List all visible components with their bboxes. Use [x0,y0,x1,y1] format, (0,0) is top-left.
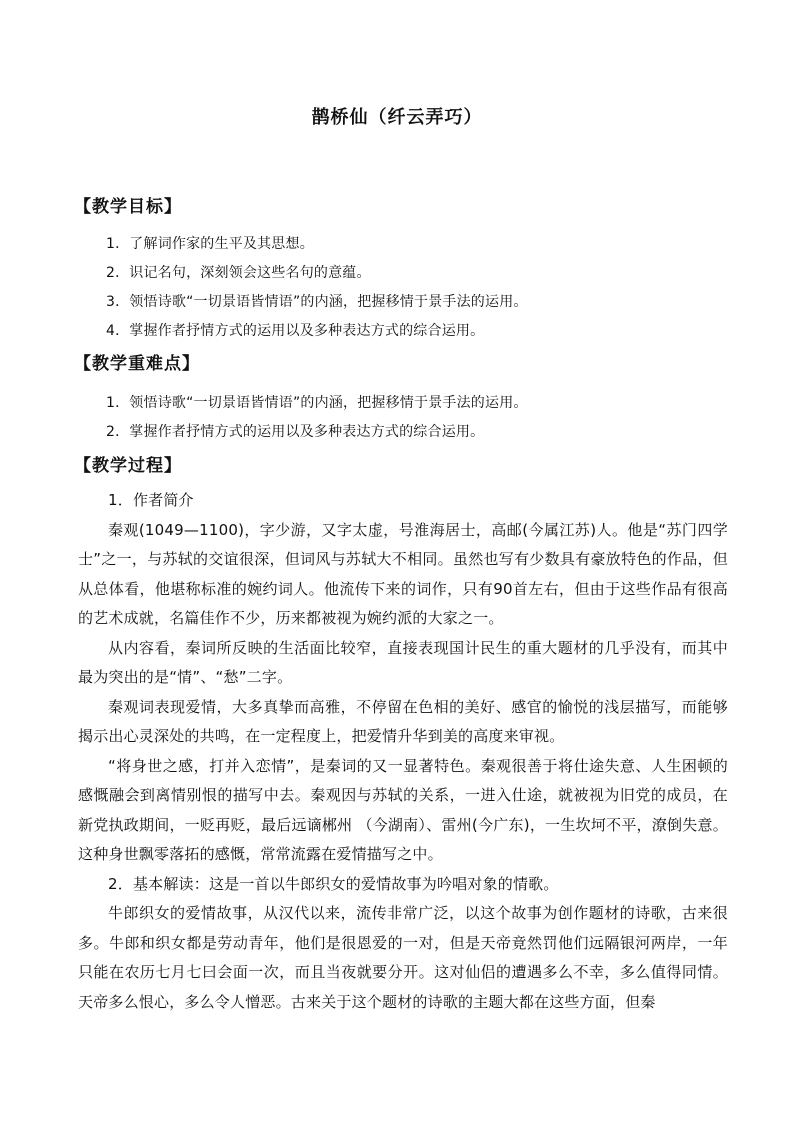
process-body [78,486,728,1017]
process-paragraph: 秦观词表现爱情，大多真挚而高雅，不停留在色相的美好、感官的愉悦的浅层描写，而能够揭示出心灵深处的共鸣，在一定程度上，把爱情升华到美的高度来审视。 [78,697,728,745]
process-paragraph: 从内容看，秦词所反映的生活面比较窄，直接表现国计民生的重大题材的几乎没有，而其中最为突出的是“情”、“愁”二字。 [78,638,728,686]
goal-item-2: 2．识记名句，深刻领会这些名句的意蕴。 [106,265,371,281]
process-paragraph: 秦观(1049—1100)，字少游，又字太虚，号淮海居士，高邮(今属江苏)人。他是“苏门四学士”之一，与苏轼的交谊很深，但词风与苏轼大不相同。虽然也写有少数具有豪放特色的作品，但从总体看，他堪称标准的婉约词人。他流传下来的词作，只有90首左右，但由于这些作品有很高的艺术成就，名篇佳作不少，历来都被视为婉约派的大家之一。 [78,520,728,627]
page-title: 鹊桥仙（纤云弄巧） [311,107,483,128]
process-paragraph: 牛郎织女的爱情故事，从汉代以来，流传非常广泛，以这个故事为创作题材的诗歌，古来很多。牛郎和织女都是劳动青年，他们是很恩爱的一对，但是天帝竟然罚他们远隔银河两岸，一年只能在农历七月七曰会面一次，而且当夜就要分开。这对仙侣的遭遇多么不幸，多么值得同情。天帝多么恨心，多么令人憎恶。古来关于这个题材的诗歌的主题大都在这些方面，但秦 [78,904,728,1011]
process-subheading-reading: 2．基本解读：这是一首以牛郎织女的爱情故事为吟唱对象的情歌。 [108,874,559,893]
section-heading-goals: 【教学目标】 [74,197,182,217]
section-heading-process: 【教学过程】 [74,456,182,476]
section-heading-key-points: 【教学重难点】 [74,354,200,374]
goal-item-4: 4．掌握作者抒情方式的运用以及多种表达方式的综合运用。 [106,323,485,339]
key-point-item-2: 2．掌握作者抒情方式的运用以及多种表达方式的综合运用。 [106,424,485,440]
process-subheading-author: 1．作者简介 [108,491,194,509]
goal-item-3: 3．领悟诗歌“一切景语皆情语”的内涵，把握移情于景手法的运用。 [106,294,528,310]
goal-item-1: 1．了解词作家的生平及其思想。 [106,236,314,252]
key-point-item-1: 1．领悟诗歌“一切景语皆情语”的内涵，把握移情于景手法的运用。 [106,395,528,411]
process-paragraph: “将身世之感，打并入恋情”，是秦词的又一显著特色。秦观很善于将仕途失意、人生困顿的感慨融会到离情别恨的描写中去。秦观因与苏轼的关系，一进入仕途，就被视为旧党的成员，在新党执政期间，一贬再贬，最后远谪郴州 （今湖南）、雷州(今广东)，一生坎坷不平，潦倒失意。这种身世飘零落拓的感慨，常常流露在爱情描写之中。 [78,756,728,863]
